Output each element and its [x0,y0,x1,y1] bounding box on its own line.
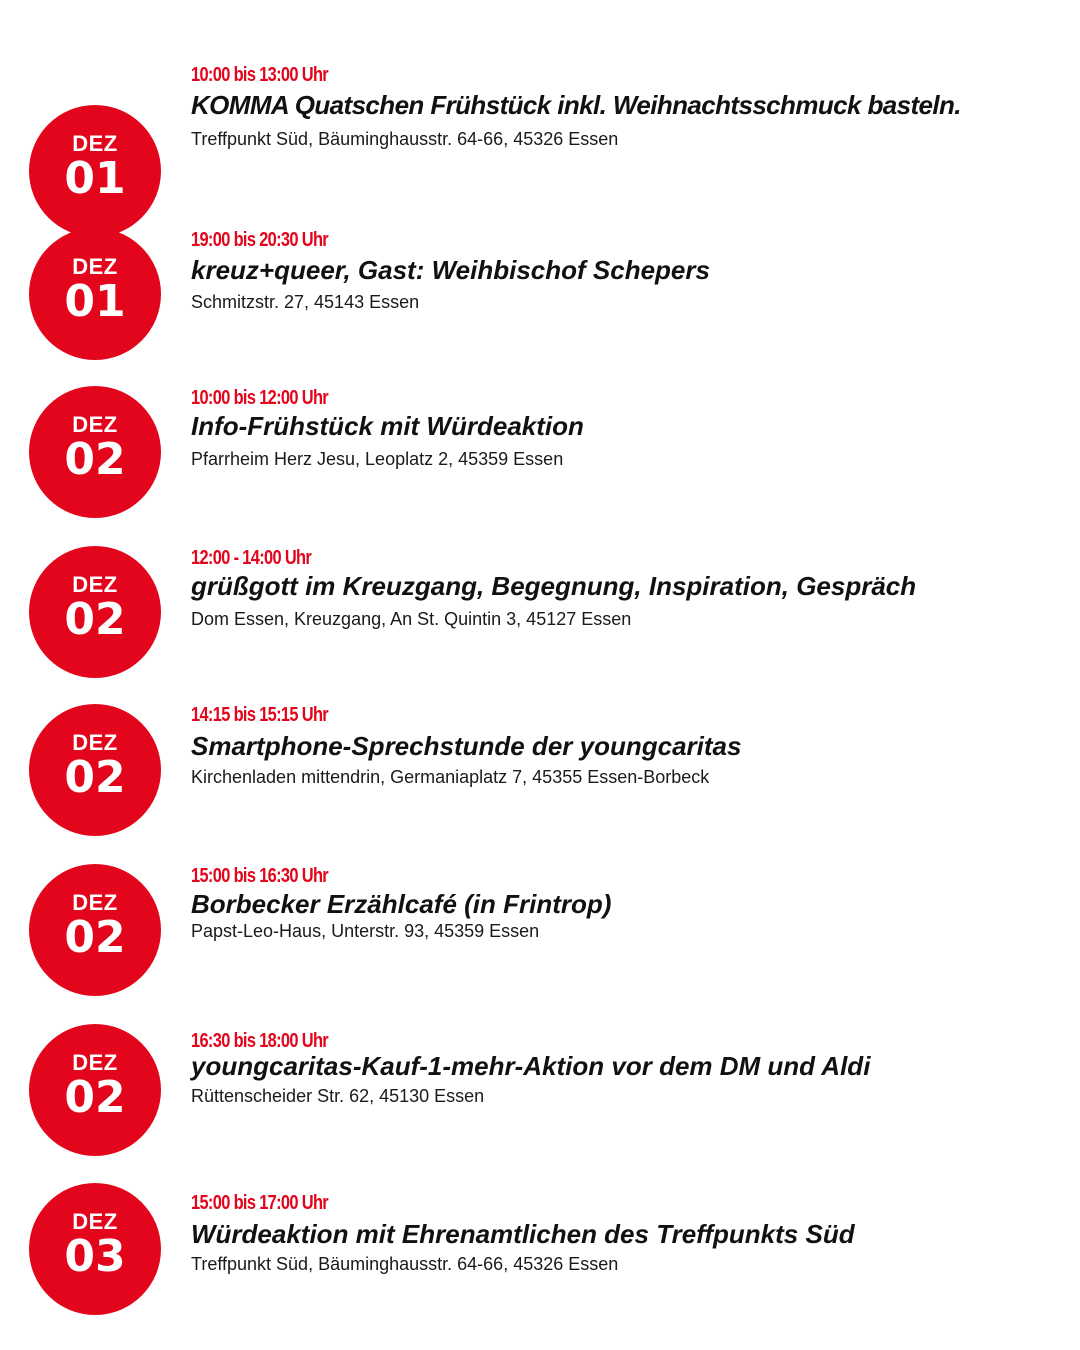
event-time: 10:00 bis 13:00 Uhr [191,64,329,86]
event-item [0,386,1080,536]
date-badge [29,864,161,996]
event-time: 12:00 - 14:00 Uhr [191,547,312,569]
event-title: Würdeaktion mit Ehrenamtlichen des Treffpunkts Süd [191,1219,855,1249]
date-badge [29,546,161,678]
event-time: 15:00 bis 17:00 Uhr [191,1192,329,1214]
event-title: Borbecker Erzählcafé (in Frintrop) [191,889,612,919]
badge-day: 02 [64,1072,126,1123]
event-item [0,228,1080,378]
event-location: Papst-Leo-Haus, Unterstr. 93, 45359 Essen [191,921,540,941]
badge-month: DEZ [72,890,118,915]
badge-day: 02 [64,912,126,963]
event-item [0,1024,1080,1174]
event-title: kreuz+queer, Gast: Weihbischof Schepers [191,255,710,285]
event-time: 19:00 bis 20:30 Uhr [191,229,329,251]
date-badge [29,1183,161,1315]
event-location: Treffpunkt Süd, Bäuminghausstr. 64-66, 45326 Essen [191,1254,619,1274]
event-item [0,1183,1080,1333]
event-item [0,546,1080,696]
event-location: Schmitzstr. 27, 45143 Essen [191,292,420,312]
badge-day: 02 [64,752,126,803]
event-time: 14:15 bis 15:15 Uhr [191,704,329,726]
badge-day: 01 [64,276,126,327]
badge-month: DEZ [72,131,118,156]
badge-month: DEZ [72,254,118,279]
event-location: Pfarrheim Herz Jesu, Leoplatz 2, 45359 Essen [191,449,564,469]
event-title: youngcaritas-Kauf-1-mehr-Aktion vor dem DM und Aldi [191,1051,871,1081]
event-item [0,64,1080,214]
badge-day: 03 [64,1231,126,1282]
event-item [0,704,1080,854]
date-badge [29,228,161,360]
badge-month: DEZ [72,572,118,597]
badge-month: DEZ [72,1050,118,1075]
date-badge [29,105,161,237]
event-title: Smartphone-Sprechstunde der youngcaritas [191,731,742,761]
date-badge [29,704,161,836]
event-time: 10:00 bis 12:00 Uhr [191,387,329,409]
event-time: 15:00 bis 16:30 Uhr [191,865,329,887]
event-location: Treffpunkt Süd, Bäuminghausstr. 64-66, 45326 Essen [191,129,619,149]
badge-month: DEZ [72,1209,118,1234]
event-title: Info-Frühstück mit Würdeaktion [191,411,584,441]
badge-month: DEZ [72,730,118,755]
event-time: 16:30 bis 18:00 Uhr [191,1030,329,1052]
event-location: Kirchenladen mittendrin, Germaniaplatz 7, 45355 Essen-Borbeck [191,767,710,787]
badge-day: 01 [64,153,126,204]
badge-day: 02 [64,434,126,485]
event-location: Rüttenscheider Str. 62, 45130 Essen [191,1086,485,1106]
event-location: Dom Essen, Kreuzgang, An St. Quintin 3, 45127 Essen [191,609,632,629]
badge-day: 02 [64,594,126,645]
date-badge [29,386,161,518]
date-badge [29,1024,161,1156]
event-item [0,864,1080,1014]
event-title: grüßgott im Kreuzgang, Begegnung, Inspiration, Gespräch [191,571,917,601]
badge-month: DEZ [72,412,118,437]
event-title: KOMMA Quatschen Frühstück inkl. Weihnachtsschmuck basteln. [191,90,961,120]
